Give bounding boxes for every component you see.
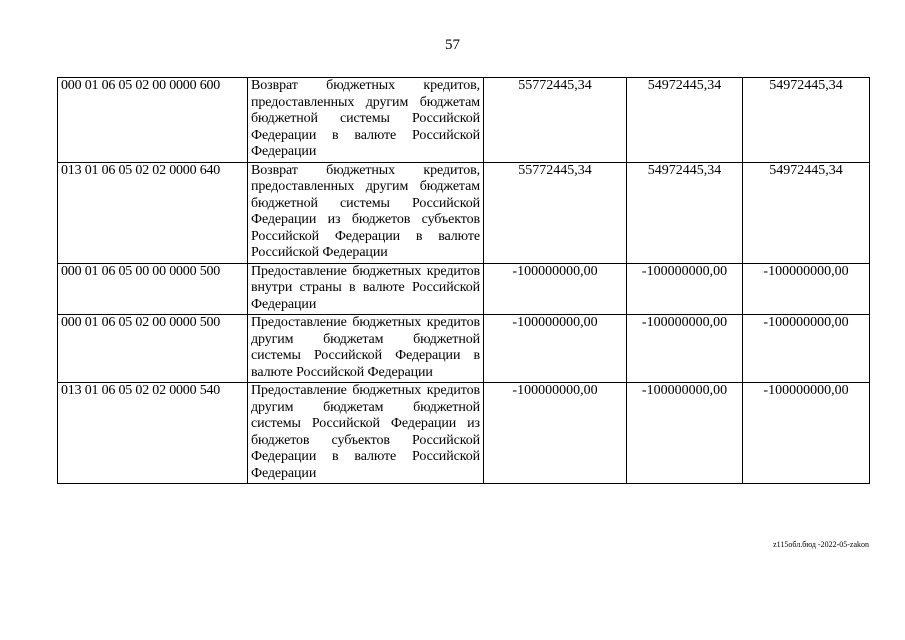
amount-cell-3: -100000000,00 [743, 263, 870, 315]
page-number: 57 [445, 37, 460, 53]
amount-cell-1: 55772445,34 [484, 78, 627, 163]
amount-cell-2: -100000000,00 [627, 383, 743, 484]
budget-code-cell: 000 01 06 05 00 00 0000 500 [58, 263, 248, 315]
amount-cell-2: 54972445,34 [627, 78, 743, 163]
table-row [58, 383, 870, 484]
amount-cell-2: 54972445,34 [627, 162, 743, 263]
amount-cell-2: -100000000,00 [627, 315, 743, 383]
table-row [58, 315, 870, 383]
amount-cell-3: -100000000,00 [743, 383, 870, 484]
budget-code-cell: 013 01 06 05 02 02 0000 640 [58, 162, 248, 263]
description-cell: Возврат бюджетных кредитов, предоставленных другим бюджетам бюджетной системы Российской Федерации из бюджетов субъектов Российской Федерации в валюте Российской Федерации [248, 162, 484, 263]
description-cell: Предоставление бюджетных кредитов другим бюджетам бюджетной системы Российской Федерации из бюджетов субъектов Российской Федерации в валюте Российской Федерации [248, 383, 484, 484]
amount-cell-1: -100000000,00 [484, 315, 627, 383]
budget-code-cell: 013 01 06 05 02 02 0000 540 [58, 383, 248, 484]
description-cell: Возврат бюджетных кредитов, предоставленных другим бюджетам бюджетной системы Российской Федерации в валюте Российской Федерации [248, 78, 484, 163]
footer-reference: z115обл.бюд -2022-05-zakon [773, 540, 869, 549]
amount-cell-1: 55772445,34 [484, 162, 627, 263]
amount-cell-2: -100000000,00 [627, 263, 743, 315]
amount-cell-3: 54972445,34 [743, 78, 870, 163]
table-row [58, 162, 870, 263]
amount-cell-3: -100000000,00 [743, 315, 870, 383]
budget-code-cell: 000 01 06 05 02 00 0000 600 [58, 78, 248, 163]
table-row [58, 263, 870, 315]
amount-cell-3: 54972445,34 [743, 162, 870, 263]
description-cell: Предоставление бюджетных кредитов внутри страны в валюте Российской Федерации [248, 263, 484, 315]
table-row [58, 78, 870, 163]
description-cell: Предоставление бюджетных кредитов другим бюджетам бюджетной системы Российской Федерации в валюте Российской Федерации [248, 315, 484, 383]
amount-cell-1: -100000000,00 [484, 383, 627, 484]
budget-table [57, 77, 870, 484]
budget-code-cell: 000 01 06 05 02 00 0000 500 [58, 315, 248, 383]
amount-cell-1: -100000000,00 [484, 263, 627, 315]
